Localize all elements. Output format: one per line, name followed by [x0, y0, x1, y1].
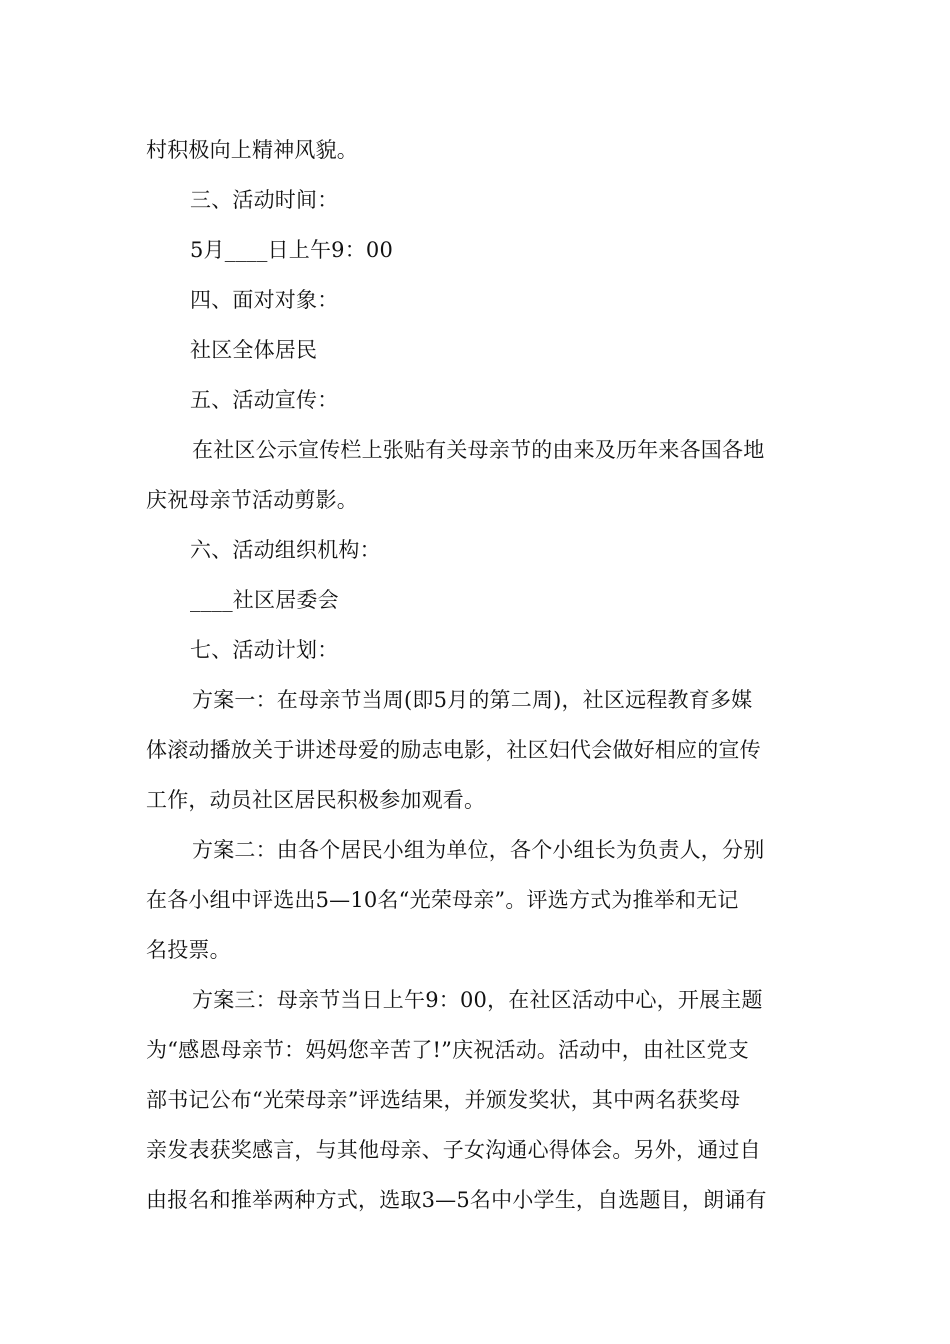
text-line-1: 村积极向上精神风貌。 [146, 138, 358, 162]
section-heading-audience: 四、面对对象： [190, 288, 339, 312]
audience-text: 社区全体居民 [190, 338, 318, 362]
plan-two-line-2: 在各小组中评选出5—10名“光荣母亲”。评选方式为推举和无记 [146, 888, 739, 912]
plan-three-line-4: 亲发表获奖感言，与其他母亲、子女沟通心得体会。另外，通过自 [146, 1138, 761, 1162]
section-heading-time: 三、活动时间： [190, 188, 339, 212]
plan-one-line-2: 体滚动播放关于讲述母爱的励志电影，社区妇代会做好相应的宣传 [146, 738, 761, 762]
section-heading-publicity: 五、活动宣传： [190, 388, 339, 412]
plan-three-line-2: 为“感恩母亲节：妈妈您辛苦了!”庆祝活动。活动中，由社区党支 [146, 1038, 749, 1062]
plan-one-line-1: 方案一：在母亲节当周(即5月的第二周)，社区远程教育多媒 [192, 688, 753, 712]
plan-two-line-3: 名投票。 [146, 938, 231, 962]
plan-three-line-1: 方案三：母亲节当日上午9：00，在社区活动中心，开展主题 [192, 988, 763, 1012]
publicity-line-1: 在社区公示宣传栏上张贴有关母亲节的由来及历年来各国各地 [192, 438, 765, 462]
publicity-line-2: 庆祝母亲节活动剪影。 [146, 488, 358, 512]
plan-three-line-3: 部书记公布“光荣母亲”评选结果，并颁发奖状，其中两名获奖母 [146, 1088, 741, 1112]
organizer-text: ____社区居委会 [190, 588, 339, 612]
plan-three-line-5: 由报名和推举两种方式，选取3—5名中小学生，自选题目，朗诵有 [146, 1188, 767, 1212]
event-time-text: 5月____日上午9：00 [190, 238, 394, 262]
section-heading-organizer: 六、活动组织机构： [190, 538, 381, 562]
plan-one-line-3: 工作，动员社区居民积极参加观看。 [146, 788, 486, 812]
plan-two-line-1: 方案二：由各个居民小组为单位，各个小组长为负责人，分别 [192, 838, 765, 862]
section-heading-plan: 七、活动计划： [190, 638, 339, 662]
